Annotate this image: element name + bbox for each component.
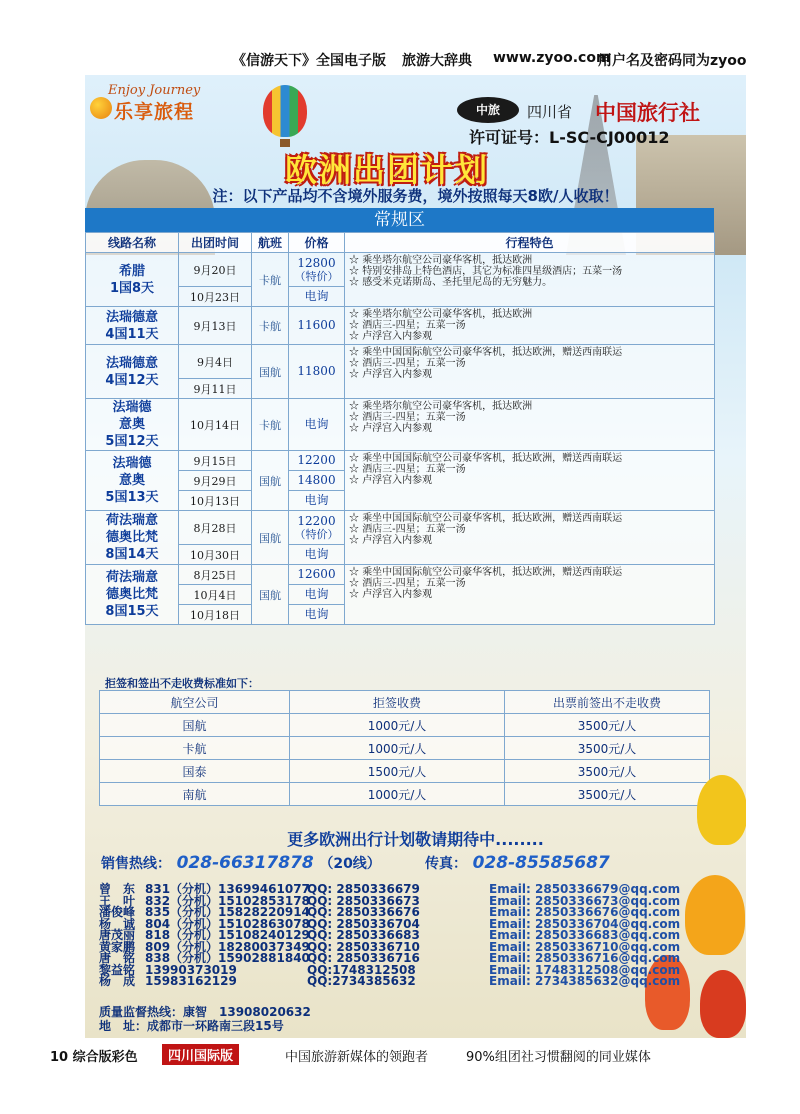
footer-slogan-2: 90%组团社习惯翻阅的同业媒体 bbox=[466, 1050, 651, 1065]
contact-email[interactable]: Email: 2734385632@qq.com bbox=[489, 974, 681, 988]
fee-airline: 国泰 bbox=[100, 760, 290, 783]
logo-english: Enjoy Journey bbox=[108, 83, 201, 98]
hotline-number[interactable]: 028-66317878 bbox=[176, 853, 314, 873]
price-value: 电询 bbox=[304, 607, 329, 621]
col-features: 行程特色 bbox=[345, 233, 715, 253]
price bbox=[289, 605, 345, 625]
footer-slogan-1: 中国旅游新媒体的领跑者 bbox=[285, 1050, 429, 1065]
feature-item: ☆ 卢浮宫入内参观 bbox=[349, 423, 710, 434]
hot-air-balloon-icon bbox=[263, 85, 307, 137]
feature-item: ☆ 酒店三-四星；五菜一汤 bbox=[349, 358, 710, 369]
feature-item: ☆ 卢浮宫入内参观 bbox=[349, 589, 710, 600]
feature-item: ☆ 卢浮宫入内参观 bbox=[349, 535, 710, 546]
price-value: 12800 bbox=[297, 255, 336, 270]
departure-date: 9月15日 bbox=[179, 451, 252, 471]
address: 地 址：成都市一环路南三段15号 bbox=[99, 1019, 284, 1033]
route-name: 荷法瑞意 德奥比梵 8国15天 bbox=[86, 565, 179, 625]
contact-email[interactable]: Email: 1748312508@qq.com bbox=[489, 962, 681, 977]
price-value: 11600 bbox=[297, 318, 336, 332]
table-row bbox=[86, 345, 715, 379]
contact-phone[interactable]: 831（分机）13699461077 bbox=[145, 882, 310, 896]
departure-date: 9月20日 bbox=[179, 253, 252, 287]
website-url[interactable]: www.zyoo.com bbox=[493, 50, 611, 66]
price bbox=[289, 511, 345, 545]
route-name: 希腊 1国8天 bbox=[86, 253, 179, 307]
route-features bbox=[345, 345, 715, 399]
price bbox=[289, 399, 345, 451]
price-value: 12600 bbox=[297, 567, 336, 581]
cits-province: 四川省 bbox=[527, 103, 573, 121]
airline: 卡航 bbox=[252, 307, 289, 345]
fee-table bbox=[99, 690, 710, 806]
contact-list bbox=[99, 883, 719, 987]
feature-item: ☆ 酒店三-四星；五菜一汤 bbox=[349, 524, 710, 535]
contact-email[interactable]: Email: 2850336716@qq.com bbox=[489, 951, 681, 965]
price-value: 电询 bbox=[304, 493, 329, 507]
contact-qq: QQ:1748312508 bbox=[307, 962, 416, 977]
enjoy-journey-logo bbox=[90, 83, 230, 123]
footer bbox=[0, 1038, 800, 1068]
airline: 国航 bbox=[252, 345, 289, 399]
feature-item: ☆ 卢浮宫入内参观 bbox=[349, 331, 710, 342]
departure-date: 9月29日 bbox=[179, 471, 252, 491]
airline: 卡航 bbox=[252, 399, 289, 451]
sales-hotline bbox=[101, 853, 381, 873]
contact-phone[interactable]: 15983162129 bbox=[145, 974, 237, 988]
page-number bbox=[50, 1046, 138, 1065]
departure-date: 8月28日 bbox=[179, 511, 252, 545]
price-value: 电询 bbox=[304, 289, 329, 303]
contact-name: 黎益铭 bbox=[99, 962, 136, 977]
fee-table-header bbox=[100, 691, 710, 714]
price-value: 电询 bbox=[304, 417, 329, 431]
col-route-name: 线路名称 bbox=[86, 233, 179, 253]
fee-noshow: 3500元/人 bbox=[505, 783, 710, 806]
fee-airline: 国航 bbox=[100, 714, 290, 737]
table-row bbox=[86, 253, 715, 287]
route-name: 法瑞德意 4国12天 bbox=[86, 345, 179, 399]
departure-date: 9月11日 bbox=[179, 379, 252, 399]
table-row bbox=[100, 783, 710, 806]
route-table-header bbox=[86, 233, 715, 253]
feature-item: ☆ 乘坐中国国际航空公司豪华客机，抵达欧洲，赠送西南联运 bbox=[349, 347, 710, 358]
price bbox=[289, 253, 345, 287]
page-section: 综合版彩色 bbox=[72, 1050, 138, 1065]
route-features bbox=[345, 565, 715, 625]
contact-row bbox=[99, 883, 719, 895]
cits-logo bbox=[457, 97, 743, 125]
contact-phone[interactable]: 832（分机）15102853178 bbox=[145, 893, 310, 908]
route-name: 荷法瑞意 德奥比梵 8国14天 bbox=[86, 511, 179, 565]
feature-item: ☆ 酒店三-四星；五菜一汤 bbox=[349, 578, 710, 589]
contact-qq: QQ: 2850336673 bbox=[307, 893, 420, 908]
hotline-lines: （20线） bbox=[319, 856, 381, 872]
logo-chinese: 乐享旅程 bbox=[114, 101, 195, 123]
contact-name: 曾 东 bbox=[99, 882, 136, 896]
col-flight: 航班 bbox=[252, 233, 289, 253]
departure-date: 10月23日 bbox=[179, 287, 252, 307]
price bbox=[289, 585, 345, 605]
price-value: 11800 bbox=[297, 364, 336, 378]
route-name: 法瑞德意 4国11天 bbox=[86, 307, 179, 345]
price bbox=[289, 565, 345, 585]
feature-item: ☆ 感受米克诺斯岛、圣托里尼岛的无穷魅力。 bbox=[349, 277, 710, 288]
contact-qq: QQ: 2850336710 bbox=[307, 939, 420, 954]
service-fee-note: 注：以下产品均不含境外服务费，境外按照每天8欧/人收取！ bbox=[212, 187, 619, 205]
contact-qq: QQ: 2850336704 bbox=[307, 916, 420, 931]
route-features bbox=[345, 451, 715, 511]
table-row bbox=[86, 399, 715, 451]
contact-name: 唐茂丽 bbox=[99, 928, 136, 942]
fee-col-refusal: 拒签收费 bbox=[290, 691, 505, 714]
fee-refusal: 1000元/人 bbox=[290, 737, 505, 760]
route-name: 法瑞德 意奥 5国12天 bbox=[86, 399, 179, 451]
contact-row bbox=[99, 906, 719, 918]
table-row bbox=[86, 565, 715, 585]
feature-item: ☆ 乘坐塔尔航空公司豪华客机，抵达欧洲 bbox=[349, 255, 710, 266]
contact-qq: QQ: 2850336683 bbox=[307, 928, 420, 942]
route-features bbox=[345, 511, 715, 565]
contact-email[interactable]: Email: 2850336683@qq.com bbox=[489, 928, 681, 942]
route-features bbox=[345, 307, 715, 345]
contact-phone[interactable]: 835（分机）15828220914 bbox=[145, 905, 310, 919]
contact-email[interactable]: Email: 2850336704@qq.com bbox=[489, 916, 681, 931]
contact-phone[interactable]: 818（分机）15108240129 bbox=[145, 928, 310, 942]
departure-date: 10月14日 bbox=[179, 399, 252, 451]
publication-name: 《信游天下》全国电子版 bbox=[232, 53, 386, 69]
fax-number: 028-85585687 bbox=[472, 853, 610, 873]
price-special: （特价） bbox=[294, 269, 339, 283]
feature-item: ☆ 卢浮宫入内参观 bbox=[349, 475, 710, 486]
route-features bbox=[345, 253, 715, 307]
contact-name: 潘俊峰 bbox=[99, 905, 136, 919]
fee-airline: 南航 bbox=[100, 783, 290, 806]
price bbox=[289, 545, 345, 565]
contact-qq: QQ: 2850336716 bbox=[307, 951, 420, 965]
table-row bbox=[86, 451, 715, 471]
price bbox=[289, 307, 345, 345]
top-banner bbox=[0, 44, 800, 74]
contact-email[interactable]: Email: 2850336676@qq.com bbox=[489, 905, 681, 919]
feature-item: ☆ 乘坐中国国际航空公司豪华客机，抵达欧洲，赠送西南联运 bbox=[349, 453, 710, 464]
dictionary-name: 旅游大辞典 bbox=[402, 53, 472, 69]
fax bbox=[425, 853, 610, 873]
table-row bbox=[100, 760, 710, 783]
price-value: 12200 bbox=[297, 453, 336, 467]
contact-phone[interactable]: 804（分机）15102863078 bbox=[145, 916, 310, 931]
contact-phone[interactable]: 838（分机）15902881840 bbox=[145, 951, 310, 965]
airline: 国航 bbox=[252, 511, 289, 565]
page-number-value: 10 bbox=[50, 1050, 69, 1065]
departure-date: 9月13日 bbox=[179, 307, 252, 345]
feature-item: ☆ 酒店三-四星；五菜一汤 bbox=[349, 320, 710, 331]
fee-refusal: 1500元/人 bbox=[290, 760, 505, 783]
fee-refusal: 1000元/人 bbox=[290, 783, 505, 806]
section-header: 常规区 bbox=[85, 208, 714, 232]
feature-item: ☆ 乘坐塔尔航空公司豪华客机，抵达欧洲 bbox=[349, 309, 710, 320]
fee-noshow: 3500元/人 bbox=[505, 714, 710, 737]
contact-qq: QQ: 2850336676 bbox=[307, 905, 420, 919]
departure-date: 10月4日 bbox=[179, 585, 252, 605]
contact-name: 杨 成 bbox=[99, 974, 136, 988]
contact-phone[interactable]: 809（分机）18280037349 bbox=[145, 939, 310, 954]
hotline-label: 销售热线： bbox=[101, 856, 171, 872]
col-departure: 出团时间 bbox=[179, 233, 252, 253]
cits-name: 中国旅行社 bbox=[595, 100, 700, 125]
price bbox=[289, 451, 345, 471]
price-value: 12200 bbox=[297, 513, 336, 528]
departure-date: 10月13日 bbox=[179, 491, 252, 511]
contact-row bbox=[99, 952, 719, 964]
fee-noshow: 3500元/人 bbox=[505, 760, 710, 783]
feature-item: ☆ 乘坐中国国际航空公司豪华客机，抵达欧洲，赠送西南联运 bbox=[349, 567, 710, 578]
price bbox=[289, 491, 345, 511]
price-value: 电询 bbox=[304, 547, 329, 561]
departure-date: 10月30日 bbox=[179, 545, 252, 565]
feature-item: ☆ 卢浮宫入内参观 bbox=[349, 369, 710, 380]
feature-item: ☆ 乘坐塔尔航空公司豪华客机，抵达欧洲 bbox=[349, 401, 710, 412]
route-table bbox=[85, 232, 715, 625]
feature-item: ☆ 酒店三-四星；五菜一汤 bbox=[349, 464, 710, 475]
contact-name: 唐 铭 bbox=[99, 951, 136, 965]
price-value: 14800 bbox=[297, 473, 336, 487]
price-value: 电询 bbox=[304, 587, 329, 601]
brochure-page bbox=[85, 75, 746, 1038]
price bbox=[289, 287, 345, 307]
feature-item: ☆ 特别安排岛上特色酒店，其它为标准四星级酒店；五菜一汤 bbox=[349, 266, 710, 277]
page-title: 欧洲出团计划 bbox=[285, 151, 490, 189]
fax-label: 传真： bbox=[425, 856, 467, 872]
airline: 卡航 bbox=[252, 253, 289, 307]
cits-badge-icon: 中旅 bbox=[457, 97, 519, 123]
contact-email[interactable]: Email: 2850336710@qq.com bbox=[489, 939, 681, 954]
account-hint: 用户名及密码同为zyoo bbox=[598, 53, 747, 69]
license-number: 许可证号：L-SC-CJ00012 bbox=[469, 128, 670, 147]
feature-item: ☆ 酒店三-四星；五菜一汤 bbox=[349, 412, 710, 423]
price bbox=[289, 345, 345, 399]
feature-item: ☆ 乘坐中国国际航空公司豪华客机，抵达欧洲，赠送西南联运 bbox=[349, 513, 710, 524]
table-row bbox=[100, 737, 710, 760]
contact-email[interactable]: Email: 2850336679@qq.com bbox=[489, 882, 681, 896]
fee-airline: 卡航 bbox=[100, 737, 290, 760]
table-row bbox=[100, 714, 710, 737]
contact-name: 王 叶 bbox=[99, 893, 136, 908]
quality-hotline: 质量监督热线：康智 13908020632 bbox=[99, 1005, 311, 1019]
fee-noshow: 3500元/人 bbox=[505, 737, 710, 760]
fee-table-label: 拒签和签出不走收费标准如下： bbox=[105, 677, 259, 690]
contact-name: 杨 诚 bbox=[99, 916, 136, 931]
fee-col-airline: 航空公司 bbox=[100, 691, 290, 714]
contact-qq: QQ:2734385632 bbox=[307, 974, 416, 988]
departure-date: 8月25日 bbox=[179, 565, 252, 585]
col-price: 价格 bbox=[289, 233, 345, 253]
contact-qq: QQ: 2850336679 bbox=[307, 882, 420, 896]
contact-row bbox=[99, 975, 719, 987]
route-name: 法瑞德 意奥 5国13天 bbox=[86, 451, 179, 511]
contact-name: 黄家鹏 bbox=[99, 939, 136, 954]
departure-date: 9月4日 bbox=[179, 345, 252, 379]
logo-swirl-icon bbox=[90, 97, 112, 119]
edition-badge: 四川国际版 bbox=[162, 1044, 239, 1065]
table-row bbox=[86, 307, 715, 345]
table-row bbox=[86, 511, 715, 545]
fee-col-noshow: 出票前签出不走收费 bbox=[505, 691, 710, 714]
contact-row bbox=[99, 929, 719, 941]
departure-date: 10月18日 bbox=[179, 605, 252, 625]
fee-refusal: 1000元/人 bbox=[290, 714, 505, 737]
more-plans-text: 更多欧洲出行计划敬请期待中........ bbox=[287, 830, 544, 849]
airline: 国航 bbox=[252, 565, 289, 625]
route-features bbox=[345, 399, 715, 451]
contact-email[interactable]: Email: 2850336673@qq.com bbox=[489, 893, 681, 908]
price-special: （特价） bbox=[294, 527, 339, 541]
airline: 国航 bbox=[252, 451, 289, 511]
contact-phone[interactable]: 13990373019 bbox=[145, 962, 237, 977]
price bbox=[289, 471, 345, 491]
